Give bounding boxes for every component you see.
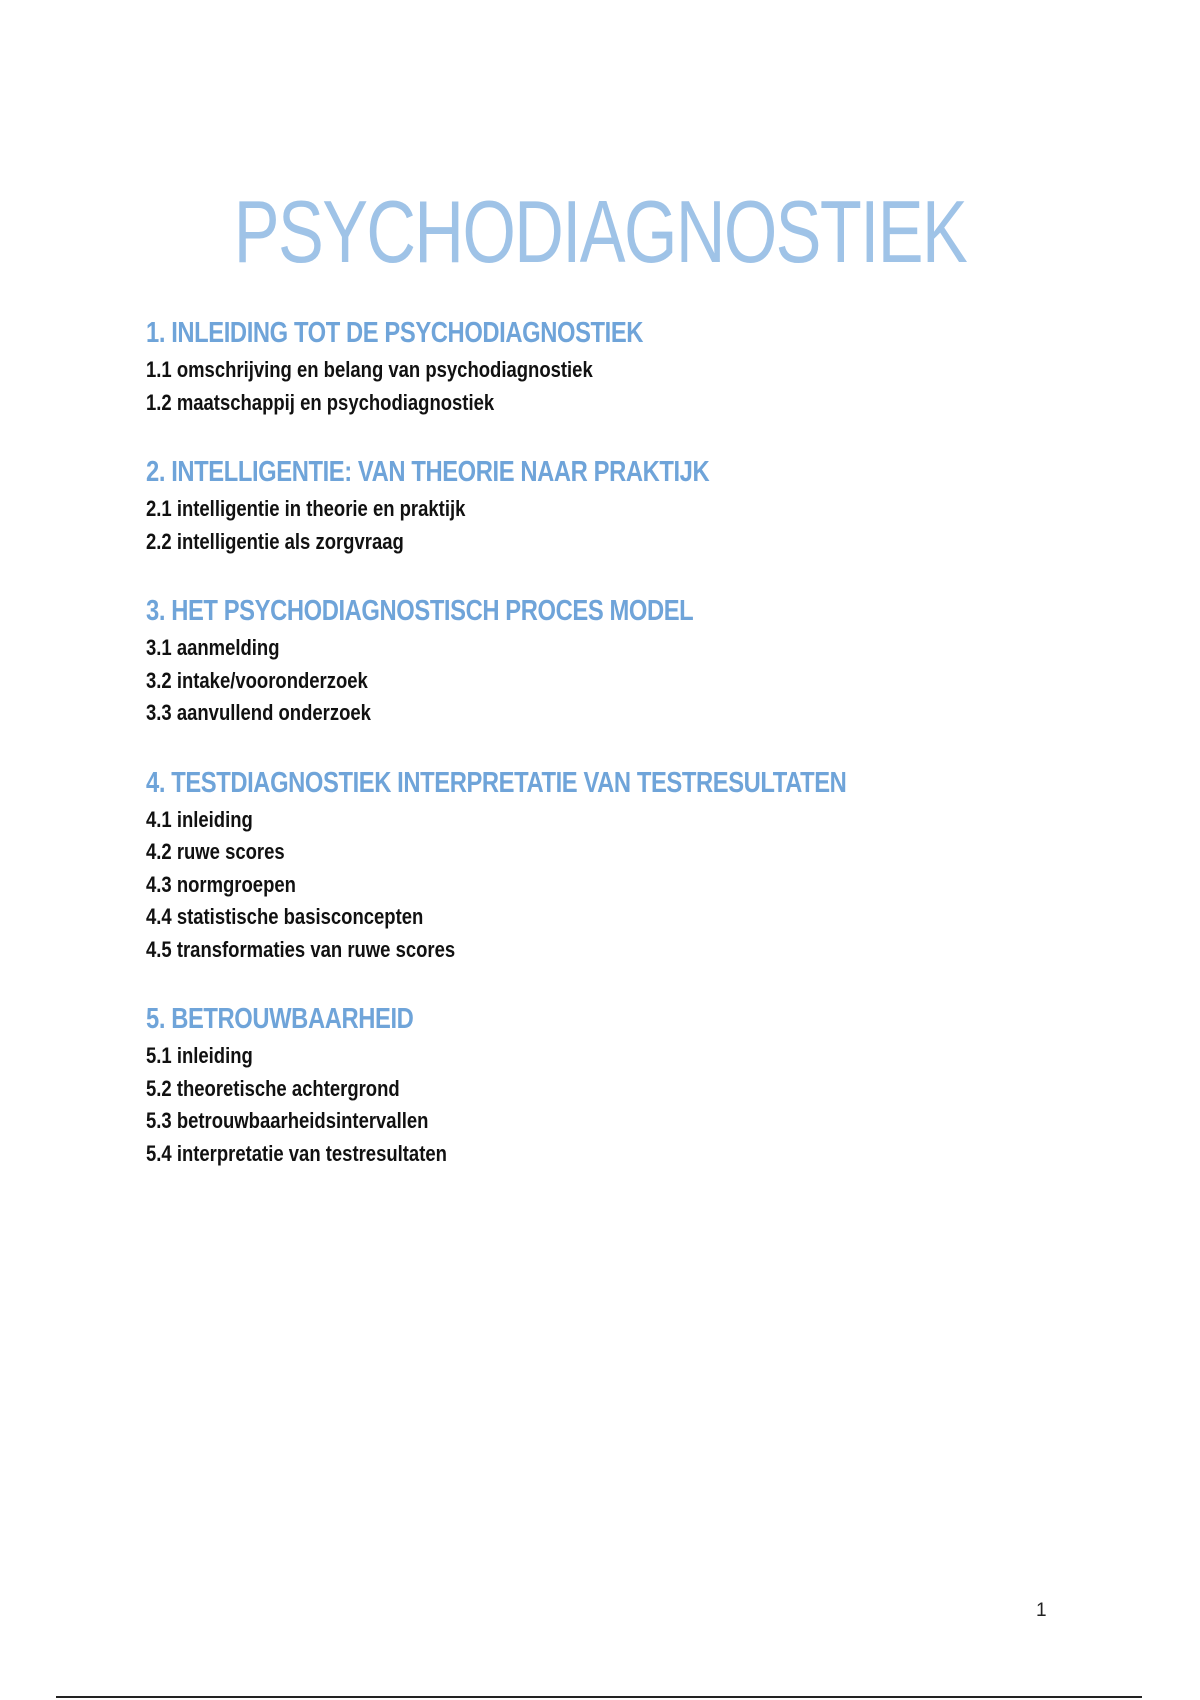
toc-item: 1.1 omschrijving en belang van psychodiagnostiek bbox=[146, 357, 593, 382]
section-heading: 5. BETROUWBAARHEID bbox=[146, 1003, 414, 1035]
toc-item: 2.2 intelligentie als zorgvraag bbox=[146, 528, 404, 554]
toc-item: 5.3 betrouwbaarheidsintervallen bbox=[146, 1108, 429, 1133]
toc-section-5 bbox=[146, 1000, 1046, 1170]
toc-item: 4.3 normgroepen bbox=[146, 871, 296, 897]
toc-item: 4.5 transformaties van ruwe scores bbox=[146, 936, 456, 962]
table-of-contents bbox=[146, 314, 1046, 1204]
section-heading: 4. TESTDIAGNOSTIEK INTERPRETATIE VAN TESTRESULTATEN bbox=[146, 766, 847, 799]
toc-item: 4.2 ruwe scores bbox=[146, 839, 285, 864]
section-heading: 3. HET PSYCHODIAGNOSTISCH PROCES MODEL bbox=[146, 595, 694, 627]
toc-item: 3.3 aanvullend onderzoek bbox=[146, 700, 371, 725]
page-title: PSYCHODIAGNOSTIEK bbox=[233, 182, 967, 281]
toc-item: 3.1 aanmelding bbox=[146, 635, 280, 660]
footer-divider bbox=[56, 1696, 1142, 1698]
toc-item: 2.1 intelligentie in theorie en praktijk bbox=[146, 496, 466, 521]
toc-item: 4.4 statistische basisconcepten bbox=[146, 904, 424, 929]
section-heading: 2. INTELLIGENTIE: VAN THEORIE NAAR PRAKTIJK bbox=[146, 456, 710, 488]
section-heading: 1. INLEIDING TOT DE PSYCHODIAGNOSTIEK bbox=[146, 317, 644, 349]
toc-item: 5.1 inleiding bbox=[146, 1043, 253, 1068]
toc-section-2 bbox=[146, 453, 1046, 558]
toc-item: 4.1 inleiding bbox=[146, 806, 253, 832]
toc-item: 5.2 theoretische achtergrond bbox=[146, 1075, 400, 1101]
toc-section-1 bbox=[146, 314, 1046, 419]
toc-item: 5.4 interpretatie van testresultaten bbox=[146, 1140, 447, 1166]
toc-section-3 bbox=[146, 592, 1046, 730]
toc-item: 1.2 maatschappij en psychodiagnostiek bbox=[146, 389, 495, 415]
page-number: 1 bbox=[1036, 1600, 1047, 1621]
toc-section-4 bbox=[146, 764, 1046, 967]
toc-item: 3.2 intake/vooronderzoek bbox=[146, 667, 368, 693]
